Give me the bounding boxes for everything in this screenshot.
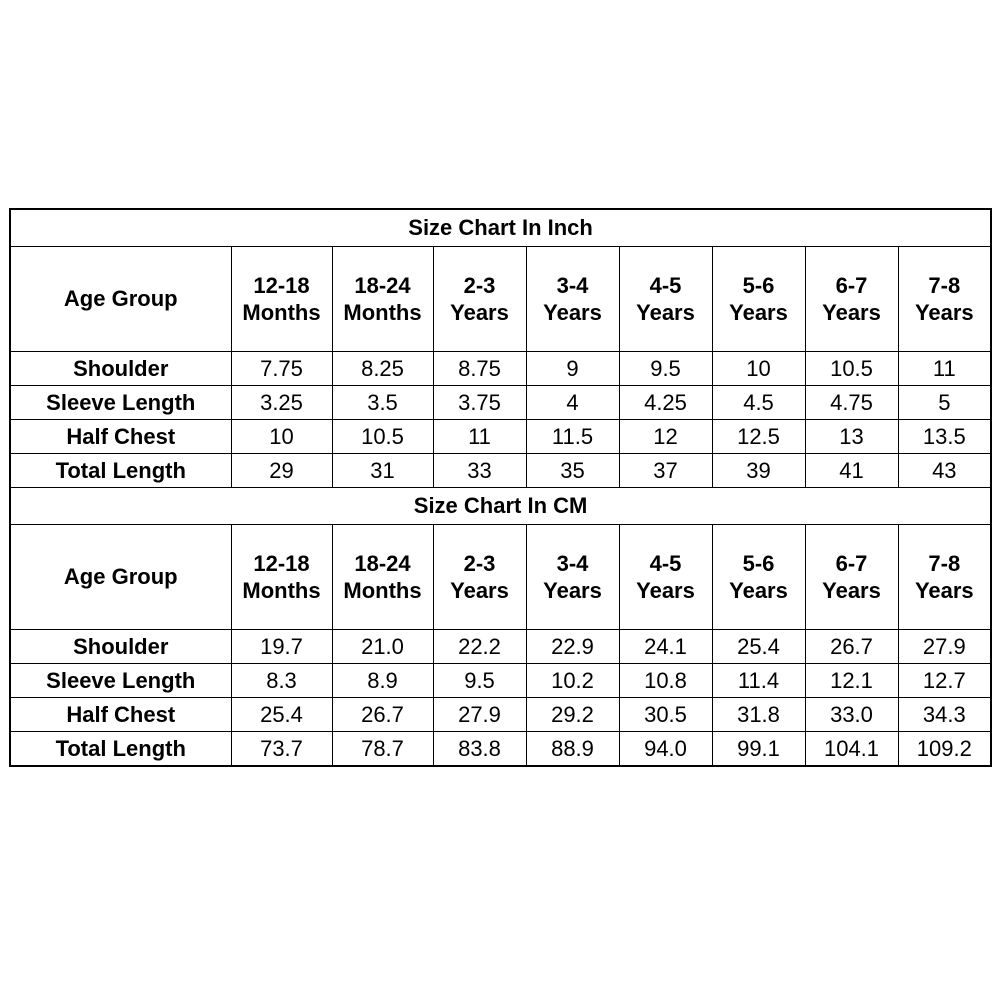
measurement-value: 12.7 (898, 664, 991, 698)
measurement-label: Total Length (10, 732, 231, 767)
measurement-value: 8.3 (231, 664, 332, 698)
measurement-value: 33.0 (805, 698, 898, 732)
measurement-value: 34.3 (898, 698, 991, 732)
measurement-label: Half Chest (10, 420, 231, 454)
age-range: 4-5 (649, 550, 682, 576)
measurement-label: Total Length (10, 454, 231, 488)
age-group-header: Age Group (10, 247, 231, 352)
measurement-value: 41 (805, 454, 898, 488)
measurement-value: 27.9 (433, 698, 526, 732)
measurement-value: 13.5 (898, 420, 991, 454)
measurement-value: 10.5 (805, 352, 898, 386)
section-title: Size Chart In Inch (10, 209, 991, 247)
age-range: 5-6 (742, 550, 775, 576)
age-range: 3-4 (556, 550, 589, 576)
age-range: 18-24 (354, 550, 411, 576)
section-title-row (10, 488, 991, 525)
measurement-value: 11.5 (526, 420, 619, 454)
measurement-value: 3.25 (231, 386, 332, 420)
age-unit: Years (543, 578, 602, 603)
measurement-value: 37 (619, 454, 712, 488)
age-column-header (433, 247, 526, 352)
measurement-value: 83.8 (433, 732, 526, 767)
measurement-value: 11 (433, 420, 526, 454)
measurement-value: 13 (805, 420, 898, 454)
measurement-value: 5 (898, 386, 991, 420)
age-column-header (712, 247, 805, 352)
measurement-value: 3.75 (433, 386, 526, 420)
age-column-header (231, 247, 332, 352)
age-range: 2-3 (463, 272, 496, 298)
size-chart-body (10, 209, 991, 766)
table-row (10, 630, 991, 664)
age-column-header (433, 525, 526, 630)
age-unit: Months (343, 578, 422, 603)
age-unit: Years (822, 578, 881, 603)
age-group-header: Age Group (10, 525, 231, 630)
age-column-header (332, 247, 433, 352)
measurement-value: 12 (619, 420, 712, 454)
measurement-label: Shoulder (10, 630, 231, 664)
measurement-value: 88.9 (526, 732, 619, 767)
measurement-value: 25.4 (231, 698, 332, 732)
size-chart (9, 208, 989, 767)
measurement-value: 33 (433, 454, 526, 488)
measurement-value: 35 (526, 454, 619, 488)
age-unit: Months (343, 300, 422, 325)
measurement-value: 21.0 (332, 630, 433, 664)
age-range: 5-6 (742, 272, 775, 298)
measurement-value: 4.75 (805, 386, 898, 420)
measurement-value: 12.1 (805, 664, 898, 698)
measurement-value: 10.5 (332, 420, 433, 454)
measurement-value: 26.7 (805, 630, 898, 664)
measurement-value: 4.5 (712, 386, 805, 420)
measurement-value: 109.2 (898, 732, 991, 767)
age-range: 18-24 (354, 272, 411, 298)
age-unit: Years (636, 300, 695, 325)
measurement-value: 8.75 (433, 352, 526, 386)
measurement-value: 9.5 (433, 664, 526, 698)
age-unit: Months (242, 578, 321, 603)
age-column-header (526, 525, 619, 630)
age-unit: Years (729, 300, 788, 325)
measurement-value: 22.2 (433, 630, 526, 664)
measurement-label: Half Chest (10, 698, 231, 732)
measurement-value: 12.5 (712, 420, 805, 454)
measurement-value: 10 (231, 420, 332, 454)
age-unit: Years (543, 300, 602, 325)
measurement-value: 8.25 (332, 352, 433, 386)
age-range: 12-18 (253, 272, 310, 298)
age-unit: Years (914, 578, 974, 603)
measurement-value: 29.2 (526, 698, 619, 732)
table-row (10, 386, 991, 420)
measurement-label: Shoulder (10, 352, 231, 386)
age-range: 12-18 (253, 550, 310, 576)
age-column-header (712, 525, 805, 630)
measurement-value: 10 (712, 352, 805, 386)
measurement-value: 73.7 (231, 732, 332, 767)
age-range: 4-5 (649, 272, 682, 298)
size-chart-table (9, 208, 992, 767)
age-unit: Years (450, 578, 509, 603)
measurement-value: 104.1 (805, 732, 898, 767)
measurement-value: 78.7 (332, 732, 433, 767)
age-unit: Years (822, 300, 881, 325)
age-unit: Years (914, 300, 974, 325)
age-unit: Months (242, 300, 321, 325)
measurement-value: 99.1 (712, 732, 805, 767)
section-title: Size Chart In CM (10, 488, 991, 525)
header-row (10, 525, 991, 630)
age-range: 7-8 (928, 272, 961, 298)
measurement-value: 24.1 (619, 630, 712, 664)
measurement-value: 10.2 (526, 664, 619, 698)
measurement-value: 22.9 (526, 630, 619, 664)
measurement-value: 4 (526, 386, 619, 420)
measurement-value: 9 (526, 352, 619, 386)
age-column-header (805, 525, 898, 630)
measurement-value: 7.75 (231, 352, 332, 386)
measurement-value: 29 (231, 454, 332, 488)
age-unit: Years (729, 578, 788, 603)
table-row (10, 420, 991, 454)
measurement-label: Sleeve Length (10, 664, 231, 698)
age-range: 2-3 (463, 550, 496, 576)
measurement-value: 30.5 (619, 698, 712, 732)
table-row (10, 698, 991, 732)
table-row (10, 732, 991, 767)
age-unit: Years (636, 578, 695, 603)
measurement-value: 11.4 (712, 664, 805, 698)
measurement-value: 3.5 (332, 386, 433, 420)
age-column-header (332, 525, 433, 630)
measurement-value: 10.8 (619, 664, 712, 698)
table-row (10, 454, 991, 488)
measurement-value: 25.4 (712, 630, 805, 664)
measurement-label: Sleeve Length (10, 386, 231, 420)
measurement-value: 19.7 (231, 630, 332, 664)
measurement-value: 8.9 (332, 664, 433, 698)
age-column-header (526, 247, 619, 352)
age-column-header (231, 525, 332, 630)
age-column-header (805, 247, 898, 352)
age-range: 7-8 (928, 550, 961, 576)
measurement-value: 31.8 (712, 698, 805, 732)
age-column-header (898, 247, 991, 352)
measurement-value: 26.7 (332, 698, 433, 732)
age-column-header (898, 525, 991, 630)
age-column-header (619, 247, 712, 352)
age-column-header (619, 525, 712, 630)
measurement-value: 43 (898, 454, 991, 488)
age-range: 6-7 (835, 272, 868, 298)
header-row (10, 247, 991, 352)
measurement-value: 4.25 (619, 386, 712, 420)
table-row (10, 352, 991, 386)
measurement-value: 27.9 (898, 630, 991, 664)
age-unit: Years (450, 300, 509, 325)
measurement-value: 39 (712, 454, 805, 488)
measurement-value: 9.5 (619, 352, 712, 386)
age-range: 3-4 (556, 272, 589, 298)
measurement-value: 31 (332, 454, 433, 488)
measurement-value: 94.0 (619, 732, 712, 767)
table-row (10, 664, 991, 698)
age-range: 6-7 (835, 550, 868, 576)
measurement-value: 11 (898, 352, 991, 386)
section-title-row (10, 209, 991, 247)
